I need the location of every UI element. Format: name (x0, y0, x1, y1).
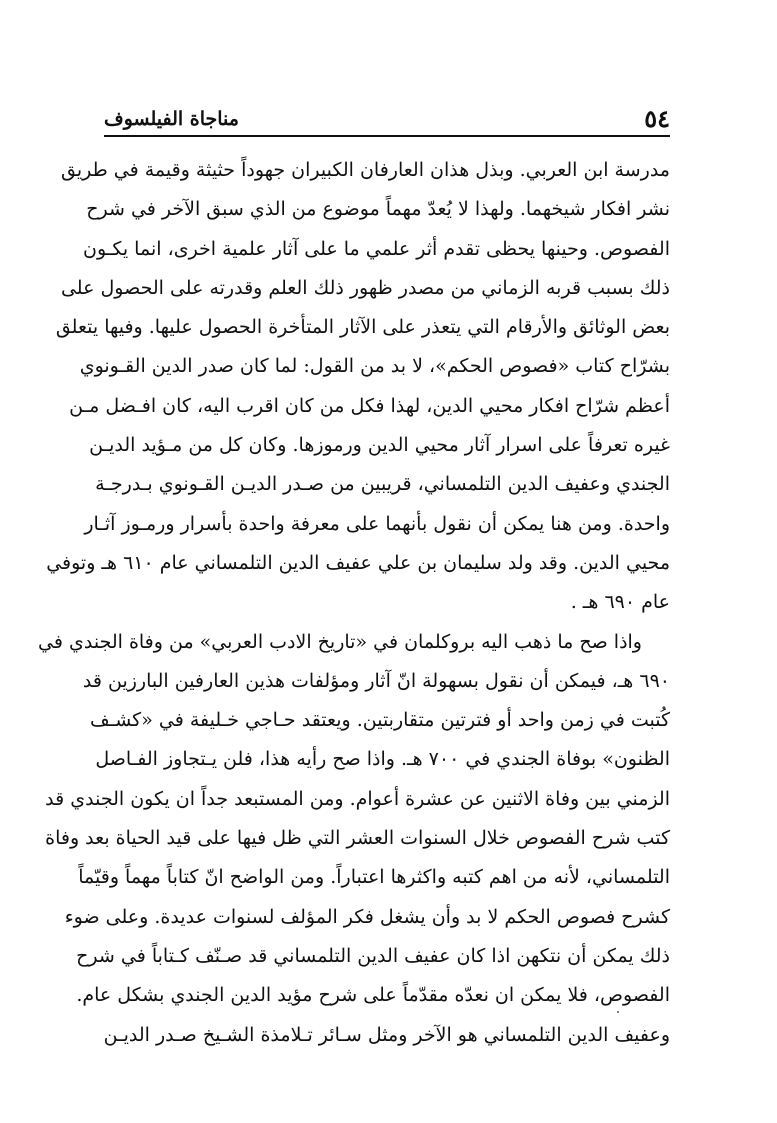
speck-mark (617, 1011, 619, 1013)
text-line: بعض الوثائق والأرقام التي يتعذر على الآثار المتأخرة الحصول عليها. وفيها يتعلق (55, 316, 670, 339)
text-line: بشرّاح كتاب «فصوص الحكم»، لا بد من القول: لما كان صدر الدين القـونوي (79, 355, 670, 378)
text-line: الفصوص. وحينها يحظى تقدم أثر علمي ما على آثار علمية اخرى، انما يكـون (83, 237, 670, 260)
header-rule (104, 135, 670, 137)
text-line: غيره تعرفاً على اسرار آثار محيي الدين ورموزها. وكان كل من مـؤيد الديـن (89, 434, 670, 457)
text-line: كشرح فصوص الحكم لا بد وأن يشغل فكر المؤلف لسنوات عديدة. وعلى ضوء (64, 905, 670, 928)
text-line: محيي الدين. وقد ولد سليمان بن علي عفيف الدين التلمساني عام ٦١٠ هـ وتوفي (46, 551, 670, 574)
text-line: الجندي وعفيف الدين التلمساني، قريبين من صـدر الديـن القـونوي بـدرجـة (95, 473, 670, 496)
text-line: ذلك بسبب قربه الزماني من مصدر ظهور ذلك العلم وقدرته على الحصول على (60, 276, 670, 299)
text-line: كُتبت في زمن واحد أو فترتين متقاربتين. ويعتقد حـاجي خـليفة في «كشـف (89, 709, 670, 732)
text-line: نشر افكار شيخهما. ولهذا لا يُعدّ مهماً موضوع من الذي سبق الآخر في شرح (86, 198, 670, 221)
text-line: واحدة. ومن هنا يمكن أن نقول بأنهما على معرفة واحدة بأسرار ورمـوز آثـار (84, 512, 670, 535)
body-text (38, 151, 670, 1055)
running-title: مناجاة الفيلسوف (104, 108, 239, 130)
text-line: وعفيف الدين التلمساني هو الآخر ومثل سـائر تـلامذة الشـيخ صـدر الديـن (103, 1023, 670, 1046)
text-line: واذا صح ما ذهب اليه بروكلمان في «تاريخ الادب العربي» من وفاة الجندي في (38, 630, 642, 653)
text-line: الزمني بين وفاة الاثنين عن عشرة أعوام. ومن المستبعد جداً ان يكون الجندي قد (45, 787, 670, 810)
text-line: ذلك يمكن أن نتكهن اذا كان عفيف الدين التلمساني قد صـنّف كـتاباً في شرح (76, 944, 670, 967)
text-line: التلمساني، لأنه من اهم كتبه واكثرها اعتباراً. ومن الواضح انّ كتاباً مهماً وقيّماً (78, 866, 670, 889)
text-line: كتب شرح الفصوص خلال السنوات العشر التي ظل فيها على قيد الحياة بعد وفاة (45, 827, 670, 850)
text-line: الفصوص، فلا يمكن ان نعدّه مقدّماً على شرح مؤيد الدين الجندي بشكل عام. (76, 984, 670, 1007)
text-line: ٦٩٠ هـ، فيمكن أن نقول بسهولة انّ آثار ومؤلفات هذين العارفين البارزين قد (82, 669, 670, 692)
text-line: الظنون» بوفاة الجندي في ٧٠٠ هـ. واذا صح رأيه هذا، فلن يـتجاوز الفـاصل (95, 748, 670, 771)
page-number: ٥٤ (644, 104, 670, 133)
page-header (104, 104, 670, 134)
text-line: مدرسة ابن العربي. وبذل هذان العارفان الكبيران جهوداً حثيثة وقيمة في طريق (60, 159, 670, 181)
text-line: عام ٦٩٠ هـ . (570, 591, 670, 614)
text-line: أعظم شرّاح افكار محيي الدين، لهذا فكل من كان اقرب اليه، كان افـضل مـن (69, 394, 670, 417)
